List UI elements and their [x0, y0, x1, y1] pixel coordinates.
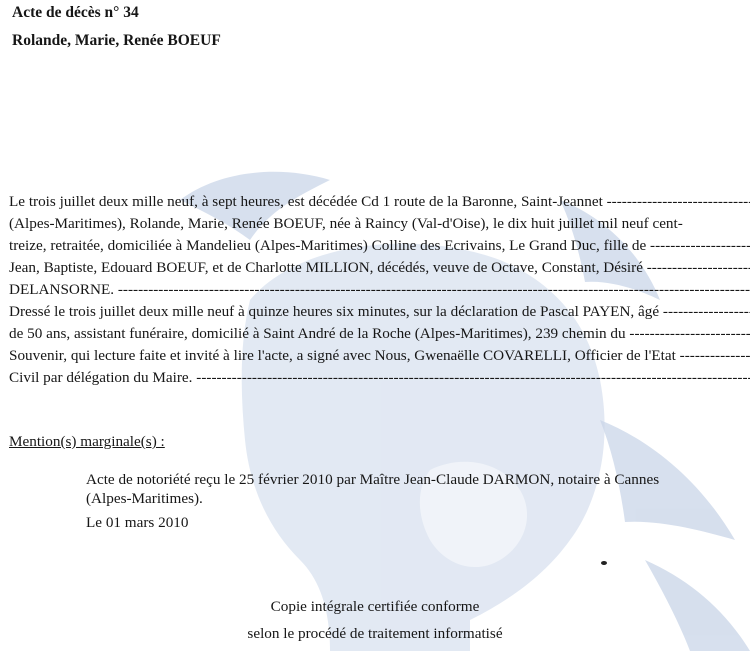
paragraph-line: treize, retraitée, domiciliée à Mandelieu (Alpes-Maritimes) Colline des Ecrivains, Le Grand Duc, fille de ----- — [9, 236, 750, 255]
paragraph-line: Jean, Baptiste, Edouard BOEUF, et de Charlotte MILLION, décédés, veuve de Octave, Constant, Désiré ----- — [9, 258, 750, 277]
mention-date: Le 01 mars 2010 — [86, 514, 189, 531]
act-title: Acte de décès n° 34 — [12, 4, 139, 21]
paragraph-line: de 50 ans, assistant funéraire, domicilié à Saint André de la Roche (Alpes-Maritimes), 239 chemin du ----- — [9, 324, 750, 343]
person-name: Rolande, Marie, Renée BOEUF — [12, 32, 221, 49]
paragraph-line: (Alpes-Maritimes), Rolande, Marie, Renée BOEUF, née à Raincy (Val-d'Oise), le dix huit juillet mil neuf cent- — [9, 215, 683, 232]
certification-line-1: Copie intégrale certifiée conforme — [270, 598, 480, 615]
mention-line: (Alpes-Maritimes). — [86, 490, 203, 507]
paragraph-line: Civil par délégation du Maire. ----- — [9, 368, 750, 387]
ink-speck — [601, 561, 607, 565]
paragraph-line: Le trois juillet deux mille neuf, à sept heures, est décédée Cd 1 route de la Baronne, Saint-Jeannet ----- — [9, 192, 750, 211]
marginal-mentions-label: Mention(s) marginale(s) : — [9, 433, 165, 450]
paragraph-line: DELANSORNE. ----- — [9, 280, 750, 299]
mention-line: Acte de notoriété reçu le 25 février 2010 par Maître Jean-Claude DARMON, notaire à Cannes — [86, 471, 660, 488]
paragraph-line: Dressé le trois juillet deux mille neuf à quinze heures six minutes, sur la déclaration de Pascal PAYEN, âgé ----- — [9, 302, 750, 321]
paragraph-line: Souvenir, qui lecture faite et invité à lire l'acte, a signé avec Nous, Gwenaëlle COVARELLI, Officier de l'Etat ----- — [9, 346, 750, 365]
certification-line-2: selon le procédé de traitement informatisé — [247, 625, 503, 642]
